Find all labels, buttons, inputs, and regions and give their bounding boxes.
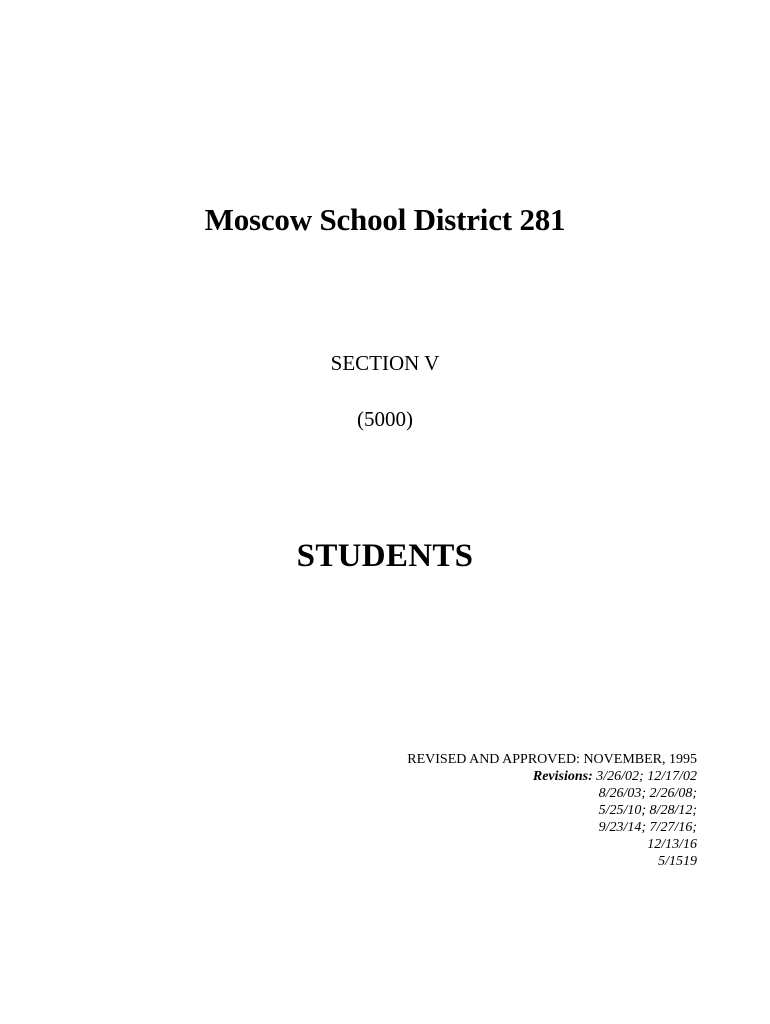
district-title: Moscow School District 281 xyxy=(204,202,566,237)
revisions-label: Revisions: xyxy=(532,769,593,784)
revision-dates: 5/25/10; 8/28/12; xyxy=(598,803,697,818)
revision-line-first xyxy=(407,768,697,785)
approval-line: REVISED AND APPROVED: NOVEMBER, 1995 xyxy=(407,752,697,767)
section-label: SECTION V xyxy=(330,351,440,375)
revision-dates: 8/26/03; 2/26/08; xyxy=(598,786,697,801)
section-heading: STUDENTS xyxy=(296,538,474,574)
revision-dates: 5/1519 xyxy=(658,854,697,869)
revision-block xyxy=(407,751,697,870)
revision-dates: 3/26/02; 12/17/02 xyxy=(596,769,697,784)
revision-dates: 12/13/16 xyxy=(647,837,697,852)
revision-dates: 9/23/14; 7/27/16; xyxy=(598,820,697,835)
section-number: (5000) xyxy=(357,407,413,431)
